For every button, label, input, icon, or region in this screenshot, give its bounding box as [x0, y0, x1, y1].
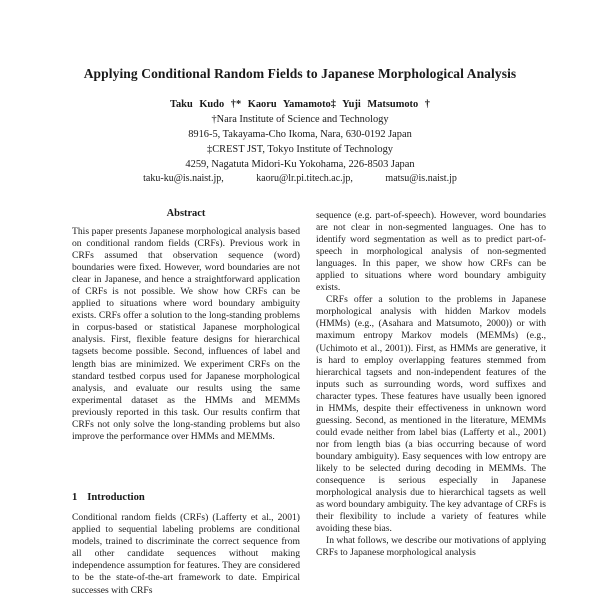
right-paragraph-2: CRFs offer a solution to the problems in Japanese morphological analysis with hidden Markov models (HMMs) (e.g., (Asahara and Matsumoto, 2000)) or with maximum entropy Markov models (MEMMs) (e.g., (Uchimoto et al., 2001)). First, as HMMs are generative, it is hard to employ overlapping features stemmed from hierarchical tagsets and non-independent features of the inputs such as surrounding words, word suffixes and character types. These features have usually been ignored in HMMs, despite their effectiveness in unknown word guessing. Second, as mentioned in the literature, MEMMs could evade neither from label bias (Lafferty et al., 2001) nor from length bias (a bias occurring because of word boundary ambiguity). Easy sequences with low entropy are likely to be selected during decoding in MEMMs. The consequence is serious especially in Japanese morphological analysis due to hierarchical tagsets as well as word boundary ambiguity. The key advantage of CRFs is their flexibility to include a variety of features while avoiding these bias.: [316, 294, 546, 535]
email-3[interactable]: matsu@is.naist.jp: [385, 173, 457, 184]
abstract-body: This paper presents Japanese morphological analysis based on conditional random fields (CRFs). Previous work in CRFs assumed that observation sequence (word) boundaries were fixed. However, word boundaries are not clear in Japanese, and hence a straightforward application of CRFs is not possible. We show how CRFs can be applied to situations where word boundary ambiguity exists. CRFs offer a solution to the long-standing problems in corpus-based or statistical Japanese morphological analysis. First, flexible feature designs for hierarchical tagsets become possible. Second, influences of label and length bias are minimized. We experiment CRFs on the standard testbed corpus used for Japanese morphological analysis, and evaluate our results using the same experimental dataset as the HMMs and MEMMs previously reported in this task. Our results confirm that CRFs not only solve the long-standing problems but also improve the performance over HMMs and MEMMs.: [72, 226, 300, 442]
paper-title: Applying Conditional Random Fields to Japanese Morphological Analysis: [83, 66, 517, 81]
right-paragraph-3: In what follows, we describe our motivations of applying CRFs to Japanese morphological analysis: [316, 535, 546, 559]
introduction-body: Conditional random fields (CRFs) (Lafferty et al., 2001) applied to sequential labeling problems are conditional models, trained to discriminate the correct sequence from all other candidate sequences without making independence assumption for features. They are considered to be the state-of-the-art framework to date. Empirical successes with CRFs: [72, 512, 300, 596]
affiliation-line-4: 4259, Nagatuta Midori-Ku Yokohama, 226-8503 Japan: [185, 159, 415, 170]
affiliation-line-1: †Nara Institute of Science and Technology: [211, 114, 389, 125]
section-title: Introduction: [87, 492, 145, 503]
email-2[interactable]: kaoru@lr.pi.titech.ac.jp,: [256, 173, 353, 184]
section-heading-introduction: [72, 492, 145, 503]
affiliation-line-3: ‡CREST JST, Tokyo Institute of Technology: [207, 144, 393, 155]
right-column-text: [316, 210, 546, 559]
abstract-heading: Abstract: [166, 208, 206, 219]
section-number: 1: [72, 492, 78, 503]
paper-authors: Taku Kudo †* Kaoru Yamamoto‡ Yuji Matsumoto †: [170, 99, 430, 110]
author-emails: [0, 172, 600, 186]
email-1[interactable]: taku-ku@is.naist.jp,: [143, 173, 224, 184]
affiliation-line-2: 8916-5, Takayama-Cho Ikoma, Nara, 630-0192 Japan: [188, 129, 412, 140]
right-paragraph-1: sequence (e.g. part-of-speech). However, word boundaries are not clear in non-segmented languages. One has to identify word segmentation as well as to predict part-of-speech in morphological analysis of non-segmented languages. In this paper, we show how CRFs can be applied to situations where word boundary ambiguity exists.: [316, 210, 546, 294]
